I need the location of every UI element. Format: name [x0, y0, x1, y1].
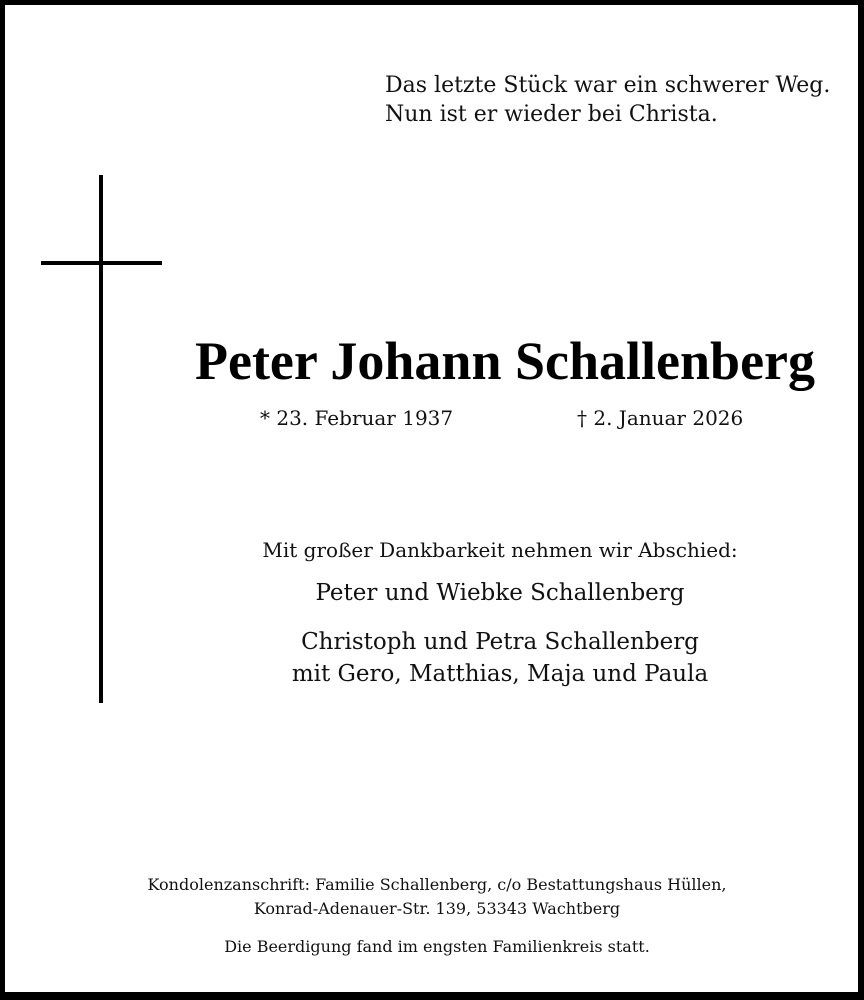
condolence-address-line-2: Konrad-Adenauer-Str. 139, 53343 Wachtberg: [253, 899, 621, 918]
mourner-family-2: [145, 626, 855, 690]
birth-date: * 23. Februar 1937: [260, 406, 454, 430]
mourner-family-2-line-1: Christoph und Petra Schallenberg: [301, 629, 699, 655]
motto-line-2: Nun ist er wieder bei Christa.: [385, 102, 718, 127]
cross-icon-crossbar: [41, 261, 162, 265]
motto-quote: [385, 71, 830, 129]
funeral-note: Die Beerdigung fand im engsten Familienkreis statt.: [224, 937, 650, 956]
motto-line-1: Das letzte Stück war ein schwerer Weg.: [385, 73, 831, 98]
farewell-intro: Mit großer Dankbarkeit nehmen wir Abschied:: [262, 538, 738, 562]
mourner-family-2-line-2: mit Gero, Matthias, Maja und Paula: [291, 661, 709, 687]
condolence-address-line-1: Kondolenzanschrift: Familie Schallenberg, c/o Bestattungshaus Hüllen,: [147, 875, 727, 894]
death-date: † 2. Januar 2026: [577, 406, 744, 430]
deceased-name: Peter Johann Schallenberg: [195, 331, 815, 391]
cross-icon: [99, 175, 103, 703]
condolence-address: [5, 873, 864, 921]
mourner-family-1: Peter und Wiebke Schallenberg: [315, 580, 685, 606]
